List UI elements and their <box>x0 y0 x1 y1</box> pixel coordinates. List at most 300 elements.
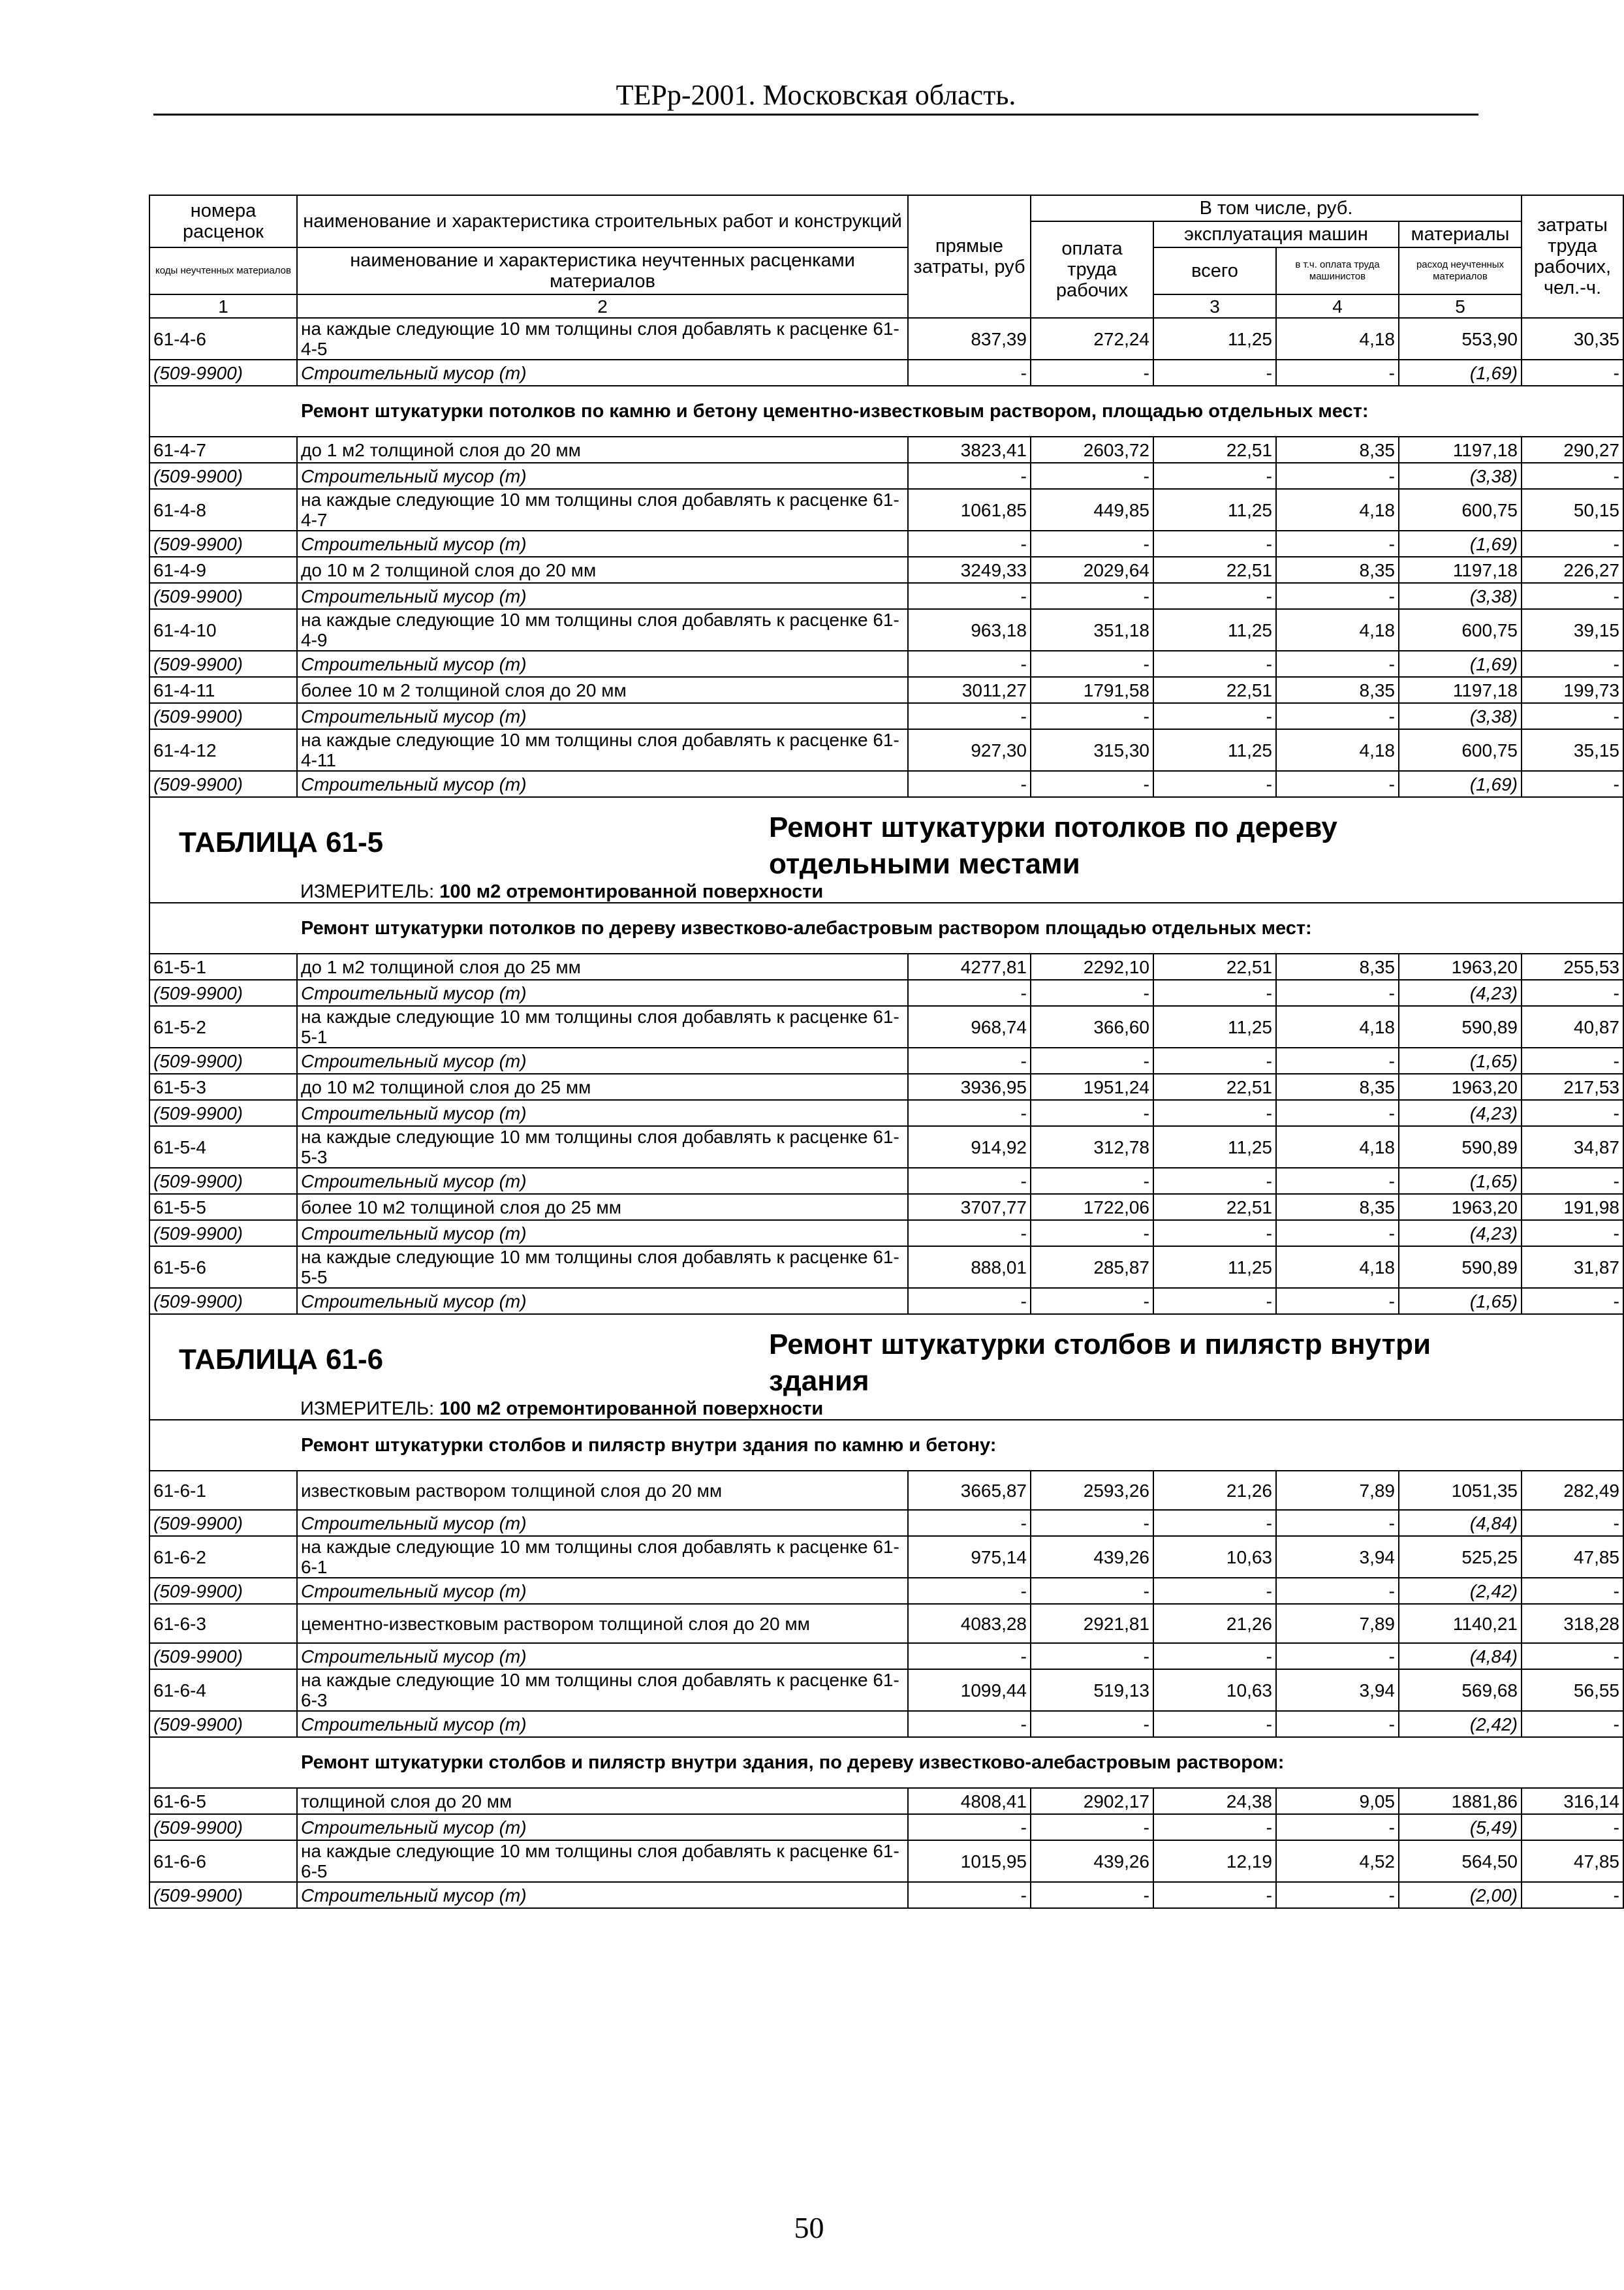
rate-name: на каждые следующие 10 мм толщины слоя добавлять к расценке 61-4-9 <box>297 609 908 651</box>
rate-row <box>149 1074 1623 1100</box>
rate-row <box>149 609 1623 651</box>
rate-code: 61-4-9 <box>149 557 297 583</box>
value-cell: - <box>1153 1882 1276 1908</box>
value-cell: - <box>1276 1578 1399 1604</box>
value-cell: 366,60 <box>1031 1006 1153 1048</box>
value-cell: 4083,28 <box>908 1604 1031 1643</box>
value-cell: - <box>908 651 1031 677</box>
rate-name: до 10 м2 толщиной слоя до 25 мм <box>297 1074 908 1100</box>
value-cell: 8,35 <box>1276 677 1399 703</box>
rate-code: 61-6-1 <box>149 1471 297 1510</box>
material-name: Строительный мусор (т) <box>297 531 908 557</box>
value-cell: - <box>1153 1510 1276 1536</box>
value-cell: 1099,44 <box>908 1669 1031 1711</box>
value-cell: 1051,35 <box>1399 1471 1522 1510</box>
material-name: Строительный мусор (т) <box>297 1711 908 1737</box>
header-row-3 <box>149 247 1623 294</box>
table-title: Ремонт штукатурки столбов и пилястр внутри здания <box>769 1328 1431 1397</box>
value-cell: 12,19 <box>1153 1840 1276 1882</box>
section-61-4-title: Ремонт штукатурки потолков по камню и бетону цементно-известковым раствором, площадью отдельных мест: <box>149 386 1623 437</box>
value-cell: 914,92 <box>908 1126 1031 1168</box>
value-cell: - <box>1276 703 1399 729</box>
value-cell: 21,26 <box>1153 1471 1276 1510</box>
value-cell: 569,68 <box>1399 1669 1522 1711</box>
value-cell: - <box>908 1643 1031 1669</box>
value-cell: 553,90 <box>1399 318 1522 360</box>
rate-code: 61-6-6 <box>149 1840 297 1882</box>
value-cell: 1061,85 <box>908 489 1031 531</box>
value-cell: - <box>1031 771 1153 797</box>
value-cell: 1963,20 <box>1399 1074 1522 1100</box>
value-cell: 11,25 <box>1153 1006 1276 1048</box>
value-cell: - <box>1276 1711 1399 1737</box>
value-cell: 8,35 <box>1276 1074 1399 1100</box>
value-cell: 22,51 <box>1153 437 1276 463</box>
value-cell: - <box>1522 1882 1623 1908</box>
rate-code: 61-6-2 <box>149 1536 297 1578</box>
material-name: Строительный мусор (т) <box>297 360 908 386</box>
value-cell: - <box>908 1168 1031 1194</box>
price-table-body <box>149 195 1623 1908</box>
rate-name: на каждые следующие 10 мм толщины слоя добавлять к расценке 61-4-7 <box>297 489 908 531</box>
value-cell: - <box>1522 1510 1623 1536</box>
value-cell: 600,75 <box>1399 489 1522 531</box>
value-cell: 47,85 <box>1522 1840 1623 1882</box>
material-code: (509-9900) <box>149 583 297 609</box>
value-cell: 439,26 <box>1031 1840 1153 1882</box>
value-cell: - <box>1153 1578 1276 1604</box>
material-name: Строительный мусор (т) <box>297 1643 908 1669</box>
rate-row <box>149 954 1623 980</box>
table-measure <box>300 1398 823 1419</box>
material-name: Строительный мусор (т) <box>297 583 908 609</box>
value-cell: (1,65) <box>1399 1168 1522 1194</box>
value-cell: - <box>1276 1168 1399 1194</box>
rate-row <box>149 1246 1623 1288</box>
value-cell: 4277,81 <box>908 954 1031 980</box>
material-name: Строительный мусор (т) <box>297 771 908 797</box>
rate-row <box>149 1604 1623 1643</box>
value-cell: 3,94 <box>1276 1669 1399 1711</box>
rate-name: до 10 м 2 толщиной слоя до 20 мм <box>297 557 908 583</box>
value-cell: 590,89 <box>1399 1126 1522 1168</box>
value-cell: 564,50 <box>1399 1840 1522 1882</box>
value-cell: - <box>1522 1711 1623 1737</box>
value-cell: - <box>1522 1814 1623 1840</box>
rate-code: 61-4-6 <box>149 318 297 360</box>
material-name: Строительный мусор (т) <box>297 1100 908 1126</box>
value-cell: - <box>1276 531 1399 557</box>
value-cell: 600,75 <box>1399 609 1522 651</box>
material-code: (509-9900) <box>149 980 297 1006</box>
value-cell: 316,14 <box>1522 1788 1623 1814</box>
rate-name: толщиной слоя до 20 мм <box>297 1788 908 1814</box>
value-cell: - <box>1522 1288 1623 1314</box>
value-cell: 1197,18 <box>1399 437 1522 463</box>
value-cell: - <box>1276 583 1399 609</box>
rate-code: 61-5-6 <box>149 1246 297 1288</box>
material-row <box>149 1048 1623 1074</box>
section-61-6b-title: Ремонт штукатурки столбов и пилястр внутри здания, по дереву известково-алебастровым раствором: <box>149 1737 1623 1788</box>
table-label: ТАБЛИЦА 61-6 <box>179 1343 384 1375</box>
value-cell: - <box>1153 583 1276 609</box>
column-number: 3 <box>1153 294 1276 318</box>
material-name: Строительный мусор (т) <box>297 703 908 729</box>
value-cell: (2,42) <box>1399 1578 1522 1604</box>
rate-row <box>149 1840 1623 1882</box>
value-cell: (4,84) <box>1399 1643 1522 1669</box>
value-cell: (1,65) <box>1399 1288 1522 1314</box>
value-cell: (1,69) <box>1399 360 1522 386</box>
table-heading-row <box>149 797 1623 903</box>
value-cell: - <box>1522 771 1623 797</box>
value-cell: 2603,72 <box>1031 437 1153 463</box>
material-code: (509-9900) <box>149 771 297 797</box>
value-cell: 199,73 <box>1522 677 1623 703</box>
value-cell: 4,18 <box>1276 609 1399 651</box>
rate-code: 61-5-1 <box>149 954 297 980</box>
value-cell: 4,18 <box>1276 489 1399 531</box>
value-cell: 968,74 <box>908 1006 1031 1048</box>
material-code: (509-9900) <box>149 1048 297 1074</box>
value-cell: 1791,58 <box>1031 677 1153 703</box>
value-cell: - <box>1153 1048 1276 1074</box>
value-cell: 11,25 <box>1153 489 1276 531</box>
column-number: 2 <box>297 294 908 318</box>
value-cell: 2029,64 <box>1031 557 1153 583</box>
value-cell: 50,15 <box>1522 489 1623 531</box>
table-heading <box>149 1314 1623 1420</box>
col-direct-costs-header: прямые затраты, руб <box>908 195 1031 318</box>
value-cell: - <box>1031 360 1153 386</box>
value-cell: - <box>1276 1643 1399 1669</box>
value-cell: 3249,33 <box>908 557 1031 583</box>
value-cell: - <box>908 360 1031 386</box>
material-name: Строительный мусор (т) <box>297 1168 908 1194</box>
rate-code: 61-4-10 <box>149 609 297 651</box>
material-code: (509-9900) <box>149 1288 297 1314</box>
rate-code: 61-5-3 <box>149 1074 297 1100</box>
material-row <box>149 651 1623 677</box>
rate-code: 61-4-8 <box>149 489 297 531</box>
value-cell: (4,84) <box>1399 1510 1522 1536</box>
value-cell: 4,18 <box>1276 1126 1399 1168</box>
value-cell: 1881,86 <box>1399 1788 1522 1814</box>
rate-row <box>149 729 1623 771</box>
value-cell: - <box>1031 1711 1153 1737</box>
value-cell: 4,52 <box>1276 1840 1399 1882</box>
table-title: Ремонт штукатурки потолков по дереву отдельными местами <box>769 811 1337 880</box>
material-row <box>149 1220 1623 1246</box>
value-cell: 8,35 <box>1276 954 1399 980</box>
value-cell: - <box>1522 1100 1623 1126</box>
value-cell: 3,94 <box>1276 1536 1399 1578</box>
value-cell: - <box>1153 1814 1276 1840</box>
value-cell: - <box>1276 651 1399 677</box>
value-cell: 282,49 <box>1522 1471 1623 1510</box>
material-row <box>149 980 1623 1006</box>
value-cell: - <box>1031 531 1153 557</box>
col-material-code-header: коды неучтенных материалов <box>149 247 297 294</box>
rate-code: 61-6-5 <box>149 1788 297 1814</box>
rate-name: на каждые следующие 10 мм толщины слоя добавлять к расценке 61-5-3 <box>297 1126 908 1168</box>
material-code: (509-9900) <box>149 1711 297 1737</box>
section-row <box>149 1737 1623 1788</box>
value-cell: - <box>1276 980 1399 1006</box>
value-cell: 312,78 <box>1031 1126 1153 1168</box>
value-cell: 590,89 <box>1399 1246 1522 1288</box>
column-number: 1 <box>149 294 297 318</box>
rate-name: на каждые следующие 10 мм толщины слоя добавлять к расценке 61-6-1 <box>297 1536 908 1578</box>
header-row-1 <box>149 195 1623 221</box>
column-number: 5 <box>1399 294 1522 318</box>
section-61-5-title: Ремонт штукатурки потолков по дереву известково-алебастровым раствором площадью отдельных мест: <box>149 903 1623 954</box>
value-cell: 22,51 <box>1153 954 1276 980</box>
value-cell: 963,18 <box>908 609 1031 651</box>
column-number: 4 <box>1276 294 1399 318</box>
material-code: (509-9900) <box>149 1578 297 1604</box>
value-cell: - <box>1153 980 1276 1006</box>
value-cell: - <box>908 980 1031 1006</box>
value-cell: - <box>1522 1643 1623 1669</box>
value-cell: 21,26 <box>1153 1604 1276 1643</box>
value-cell: - <box>908 771 1031 797</box>
value-cell: 22,51 <box>1153 1194 1276 1220</box>
table-measure <box>300 881 823 902</box>
rate-row <box>149 1126 1623 1168</box>
material-name: Строительный мусор (т) <box>297 1048 908 1074</box>
value-cell: - <box>1276 1100 1399 1126</box>
col-machines-total-header: всего <box>1153 247 1276 294</box>
material-row <box>149 1643 1623 1669</box>
value-cell: - <box>1153 1100 1276 1126</box>
value-cell: 600,75 <box>1399 729 1522 771</box>
material-row <box>149 1814 1623 1840</box>
col-code-header: номера расценок <box>149 195 297 247</box>
value-cell: 449,85 <box>1031 489 1153 531</box>
value-cell: - <box>1031 651 1153 677</box>
rate-name: на каждые следующие 10 мм толщины слоя добавлять к расценке 61-5-5 <box>297 1246 908 1288</box>
value-cell: - <box>1522 651 1623 677</box>
value-cell: 3936,95 <box>908 1074 1031 1100</box>
rate-code: 61-6-3 <box>149 1604 297 1643</box>
value-cell: 226,27 <box>1522 557 1623 583</box>
value-cell: (1,65) <box>1399 1048 1522 1074</box>
material-code: (509-9900) <box>149 531 297 557</box>
col-material-name-header: наименование и характеристика неучтенных расценками материалов <box>297 247 908 294</box>
material-code: (509-9900) <box>149 1814 297 1840</box>
value-cell: - <box>908 1288 1031 1314</box>
value-cell: - <box>1031 1814 1153 1840</box>
value-cell: 285,87 <box>1031 1246 1153 1288</box>
value-cell: (4,23) <box>1399 980 1522 1006</box>
value-cell: 4,18 <box>1276 1006 1399 1048</box>
value-cell: 40,87 <box>1522 1006 1623 1048</box>
price-table <box>149 195 1624 1909</box>
value-cell: 2921,81 <box>1031 1604 1153 1643</box>
value-cell: (2,00) <box>1399 1882 1522 1908</box>
column-number-row <box>149 294 1623 318</box>
rate-name: на каждые следующие 10 мм толщины слоя добавлять к расценке 61-6-3 <box>297 1669 908 1711</box>
value-cell: 1140,21 <box>1399 1604 1522 1643</box>
rate-row <box>149 1471 1623 1510</box>
value-cell: - <box>908 1578 1031 1604</box>
material-name: Строительный мусор (т) <box>297 1882 908 1908</box>
value-cell: 10,63 <box>1153 1669 1276 1711</box>
material-code: (509-9900) <box>149 1220 297 1246</box>
rate-name: более 10 м2 толщиной слоя до 25 мм <box>297 1194 908 1220</box>
value-cell: - <box>1522 1168 1623 1194</box>
material-row <box>149 771 1623 797</box>
col-operator-wages-header: в т.ч. оплата труда машинистов <box>1276 247 1399 294</box>
value-cell: 7,89 <box>1276 1471 1399 1510</box>
material-row <box>149 1882 1623 1908</box>
value-cell: 4808,41 <box>908 1788 1031 1814</box>
material-name: Строительный мусор (т) <box>297 1288 908 1314</box>
value-cell: - <box>1522 1578 1623 1604</box>
rate-code: 61-6-4 <box>149 1669 297 1711</box>
value-cell: 56,55 <box>1522 1669 1623 1711</box>
value-cell: - <box>1522 980 1623 1006</box>
value-cell: (3,38) <box>1399 703 1522 729</box>
value-cell: - <box>1153 360 1276 386</box>
rate-name: более 10 м 2 толщиной слоя до 20 мм <box>297 677 908 703</box>
value-cell: (2,42) <box>1399 1711 1522 1737</box>
material-code: (509-9900) <box>149 1882 297 1908</box>
rate-row <box>149 1669 1623 1711</box>
rate-row <box>149 1194 1623 1220</box>
value-cell: 30,35 <box>1522 318 1623 360</box>
value-cell: - <box>1276 1220 1399 1246</box>
table-label: ТАБЛИЦА 61-5 <box>179 826 384 858</box>
value-cell: 9,05 <box>1276 1788 1399 1814</box>
value-cell: - <box>1031 583 1153 609</box>
value-cell: (3,38) <box>1399 583 1522 609</box>
value-cell: 3665,87 <box>908 1471 1031 1510</box>
rate-row <box>149 1536 1623 1578</box>
rate-name: на каждые следующие 10 мм толщины слоя добавлять к расценке 61-6-5 <box>297 1840 908 1882</box>
table-heading-row <box>149 1314 1623 1420</box>
section-row <box>149 386 1623 437</box>
value-cell: 525,25 <box>1399 1536 1522 1578</box>
value-cell: - <box>908 1711 1031 1737</box>
value-cell: - <box>908 583 1031 609</box>
value-cell: - <box>1153 771 1276 797</box>
value-cell: 22,51 <box>1153 557 1276 583</box>
value-cell: - <box>1522 703 1623 729</box>
col-name-header: наименование и характеристика строительных работ и конструкций <box>297 195 908 247</box>
value-cell: 11,25 <box>1153 609 1276 651</box>
rate-name: на каждые следующие 10 мм толщины слоя добавлять к расценке 61-5-1 <box>297 1006 908 1048</box>
material-row <box>149 1578 1623 1604</box>
rate-code: 61-4-7 <box>149 437 297 463</box>
material-name: Строительный мусор (т) <box>297 1814 908 1840</box>
value-cell: - <box>908 1048 1031 1074</box>
value-cell: - <box>1153 1220 1276 1246</box>
value-cell: 3823,41 <box>908 437 1031 463</box>
value-cell: - <box>1031 703 1153 729</box>
value-cell: (4,23) <box>1399 1220 1522 1246</box>
value-cell: - <box>1031 980 1153 1006</box>
value-cell: - <box>1522 1220 1623 1246</box>
value-cell: 290,27 <box>1522 437 1623 463</box>
rate-row <box>149 437 1623 463</box>
value-cell: - <box>1153 1643 1276 1669</box>
value-cell: 927,30 <box>908 729 1031 771</box>
value-cell: (1,69) <box>1399 771 1522 797</box>
value-cell: 888,01 <box>908 1246 1031 1288</box>
value-cell: - <box>1153 463 1276 489</box>
value-cell: (5,49) <box>1399 1814 1522 1840</box>
value-cell: 7,89 <box>1276 1604 1399 1643</box>
value-cell: - <box>908 1510 1031 1536</box>
value-cell: - <box>1031 1643 1153 1669</box>
material-row <box>149 1100 1623 1126</box>
rate-name: на каждые следующие 10 мм толщины слоя добавлять к расценке 61-4-5 <box>297 318 908 360</box>
material-name: Строительный мусор (т) <box>297 1578 908 1604</box>
value-cell: 255,53 <box>1522 954 1623 980</box>
rate-row <box>149 557 1623 583</box>
material-name: Строительный мусор (т) <box>297 1220 908 1246</box>
value-cell: 4,18 <box>1276 318 1399 360</box>
value-cell: 1015,95 <box>908 1840 1031 1882</box>
value-cell: (4,23) <box>1399 1100 1522 1126</box>
material-row <box>149 463 1623 489</box>
value-cell: 1963,20 <box>1399 1194 1522 1220</box>
value-cell: - <box>1522 463 1623 489</box>
value-cell: - <box>1276 1288 1399 1314</box>
value-cell: - <box>1031 463 1153 489</box>
value-cell: 351,18 <box>1031 609 1153 651</box>
value-cell: - <box>908 463 1031 489</box>
value-cell: - <box>1153 651 1276 677</box>
col-wages-header: оплата труда рабочих <box>1031 221 1153 318</box>
col-materials-header: материалы <box>1399 221 1522 247</box>
material-name: Строительный мусор (т) <box>297 1510 908 1536</box>
measure-value: 100 м2 отремонтированной поверхности <box>439 1398 824 1419</box>
section-61-6a-title: Ремонт штукатурки столбов и пилястр внутри здания по камню и бетону: <box>149 1420 1623 1471</box>
value-cell: - <box>1031 1220 1153 1246</box>
value-cell: 22,51 <box>1153 1074 1276 1100</box>
value-cell: - <box>1153 703 1276 729</box>
material-row <box>149 1711 1623 1737</box>
section-row <box>149 1420 1623 1471</box>
rate-name: цементно-известковым раствором толщиной слоя до 20 мм <box>297 1604 908 1643</box>
col-group-header: В том числе, руб. <box>1031 195 1522 221</box>
value-cell: 39,15 <box>1522 609 1623 651</box>
value-cell: - <box>1153 1168 1276 1194</box>
value-cell: 318,28 <box>1522 1604 1623 1643</box>
value-cell: 2902,17 <box>1031 1788 1153 1814</box>
value-cell: - <box>1031 1048 1153 1074</box>
value-cell: - <box>908 703 1031 729</box>
value-cell: 519,13 <box>1031 1669 1153 1711</box>
material-code: (509-9900) <box>149 651 297 677</box>
value-cell: - <box>1276 1814 1399 1840</box>
value-cell: - <box>1276 771 1399 797</box>
rate-row <box>149 1788 1623 1814</box>
material-row <box>149 360 1623 386</box>
value-cell: - <box>1522 360 1623 386</box>
value-cell: 3011,27 <box>908 677 1031 703</box>
rate-name: известковым раствором толщиной слоя до 20 мм <box>297 1471 908 1510</box>
value-cell: - <box>1522 1048 1623 1074</box>
value-cell: 315,30 <box>1031 729 1153 771</box>
value-cell: 11,25 <box>1153 1246 1276 1288</box>
material-code: (509-9900) <box>149 1510 297 1536</box>
rate-row <box>149 318 1623 360</box>
value-cell: 1963,20 <box>1399 954 1522 980</box>
